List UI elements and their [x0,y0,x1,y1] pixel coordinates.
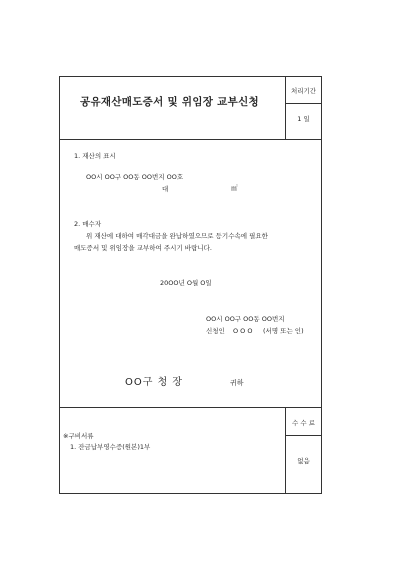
applicant-name: O O O [233,327,253,335]
form-title: 공유재산매도증서 및 위임장 교부신청 [80,96,259,108]
fee-value: 없음 [297,457,310,465]
property-address: OO시 OO구 OO동 OO번지 OO호 [86,173,184,181]
processing-period-label: 처리기간 [290,87,317,95]
fee-label: 수 수 료 [292,419,315,427]
section-buyer-heading: 2. 매수자 [74,220,102,228]
processing-box-divider [285,103,322,104]
applicant-address: OO시 OO구 OO동 OO번지 [206,315,285,323]
footer-top-line [60,407,322,408]
attachments-heading: ※구비서류 [63,432,94,440]
signature-note: (서명 또는 인) [263,327,304,335]
application-form [59,76,322,494]
addressee-suffix: 귀하 [230,379,244,387]
section-property-heading: 1. 재산의 표시 [74,152,116,160]
property-type: 대 [162,185,169,193]
attachment-item: 1. 잔금납부영수증(원본)1부 [70,443,151,451]
application-date: 20OO년 O월 O일 [160,279,212,287]
property-area-unit: ㎡ [231,184,238,192]
applicant-label: 신청인 [206,327,225,335]
request-body-line-2: 매도증서 및 위임장을 교부하여 주시기 바랍니다. [74,244,212,252]
header-bottom-line [60,139,322,140]
processing-period-value: 1 일 [297,115,310,123]
request-body-line-1: 위 재산에 대하여 매각대금을 완납하였으므로 등기수속에 필요한 [86,232,268,240]
addressee-office: OO구 청 장 [125,377,184,388]
fee-box-divider [285,435,322,436]
